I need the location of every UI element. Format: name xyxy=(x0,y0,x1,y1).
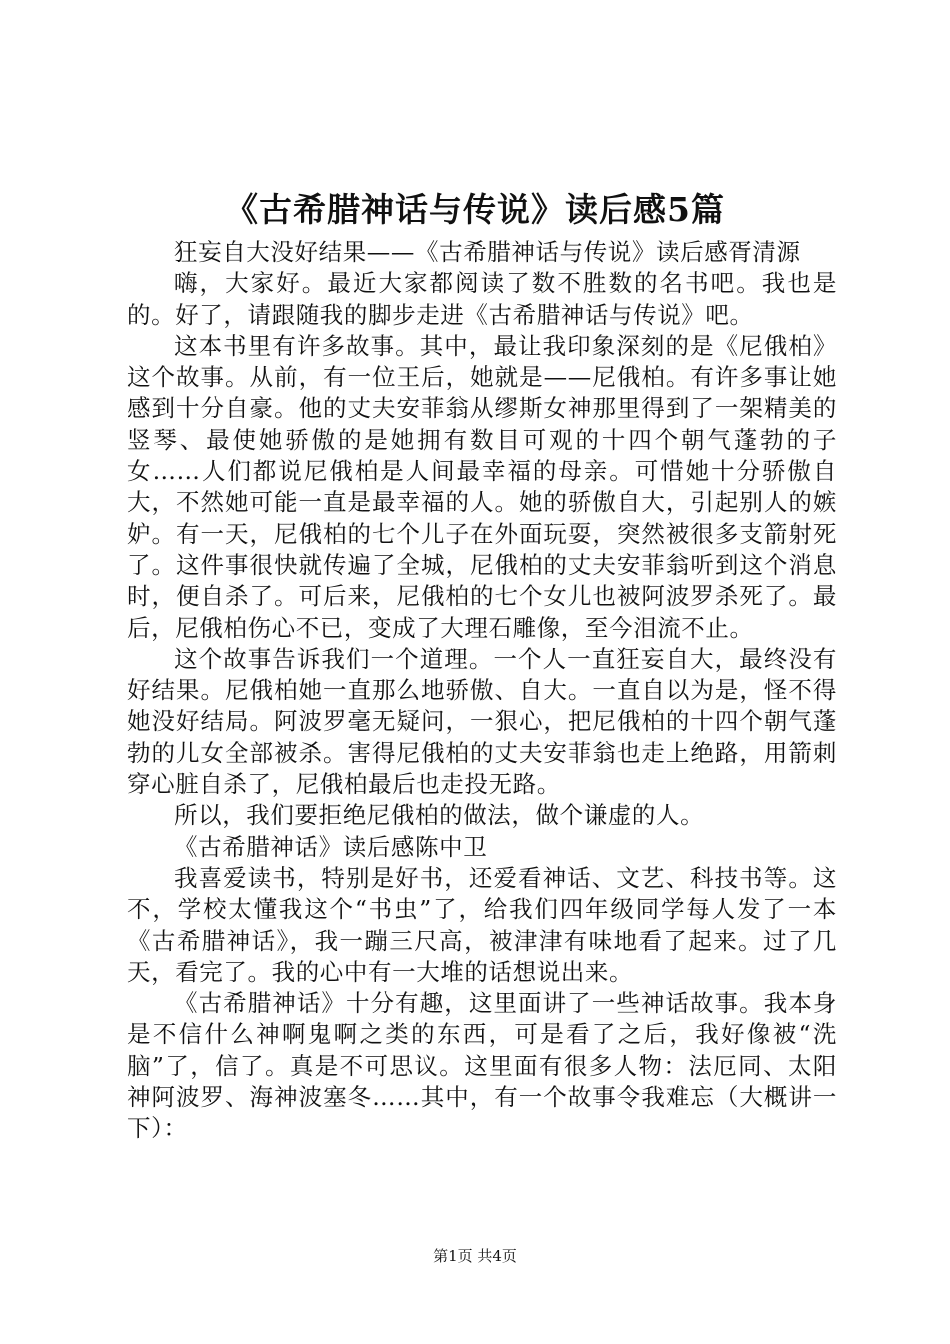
paragraph: 我喜爱读书，特别是好书，还爱看神话、文艺、科技书等。这不，学校太懂我这个“书虫”了，给我们四年级同学每人发了一本《古希腊神话》，我一蹦三尺高，被津津有味地看了起来。过了几天，看完了。我的心中有一大堆的话想说出来。 xyxy=(127,863,837,986)
paragraph: 狂妄自大没好结果——《古希腊神话与传说》读后感胥清源 xyxy=(174,238,801,266)
paragraph: 《古希腊神话》读后感陈中卫 xyxy=(174,832,488,861)
document-body xyxy=(127,237,837,1145)
document-title: 《古希腊神话与传说》读后感5篇 xyxy=(225,190,725,229)
paragraph: 这本书里有许多故事。其中，最让我印象深刻的是《尼俄柏》这个故事。从前，有一位王后，她就是——尼俄柏。有许多事让她感到十分自豪。他的丈夫安菲翁从缪斯女神那里得到了一架精美的竖琴、最使她骄傲的是她拥有数目可观的十四个朝气蓬勃的子女……人们都说尼俄柏是人间最幸福的母亲。可惜她十分骄傲自大，不然她可能一直是最幸福的人。她的骄傲自大，引起别人的嫉妒。有一天，尼俄柏的七个儿子在外面玩耍，突然被很多支箭射死了。这件事很快就传遍了全城，尼俄柏的丈夫安菲翁听到这个消息时，便自杀了。可后来，尼俄柏的七个女儿也被阿波罗杀死了。最后，尼俄柏伤心不已，变成了大理石雕像，至今泪流不止。 xyxy=(127,331,837,642)
page-number-footer: 第1页 共4页 xyxy=(433,1247,517,1265)
paragraph: 《古希腊神话》十分有趣，这里面讲了一些神话故事。我本身是不信什么神啊鬼啊之类的东西，可是看了之后，我好像被“洗脑”了，信了。真是不可思议。这里面有很多人物：法厄同、太阳神阿波罗、海神波塞冬……其中，有一个故事令我难忘（大概讲一下）： xyxy=(127,989,837,1143)
paragraph: 所以，我们要拒绝尼俄柏的做法，做个谦虚的人。 xyxy=(174,801,705,830)
paragraph: 这个故事告诉我们一个道理。一个人一直狂妄自大，最终没有好结果。尼俄柏她一直那么地骄傲、自大。一直自以为是，怪不得她没好结局。阿波罗毫无疑问，一狠心，把尼俄柏的十四个朝气蓬勃的儿女全部被杀。害得尼俄柏的丈夫安菲翁也走上绝路，用箭刺穿心脏自杀了，尼俄柏最后也走投无路。 xyxy=(127,644,837,799)
paragraph: 嗨，大家好。最近大家都阅读了数不胜数的名书吧。我也是的。好了，请跟随我的脚步走进《古希腊神话与传说》吧。 xyxy=(127,269,837,329)
